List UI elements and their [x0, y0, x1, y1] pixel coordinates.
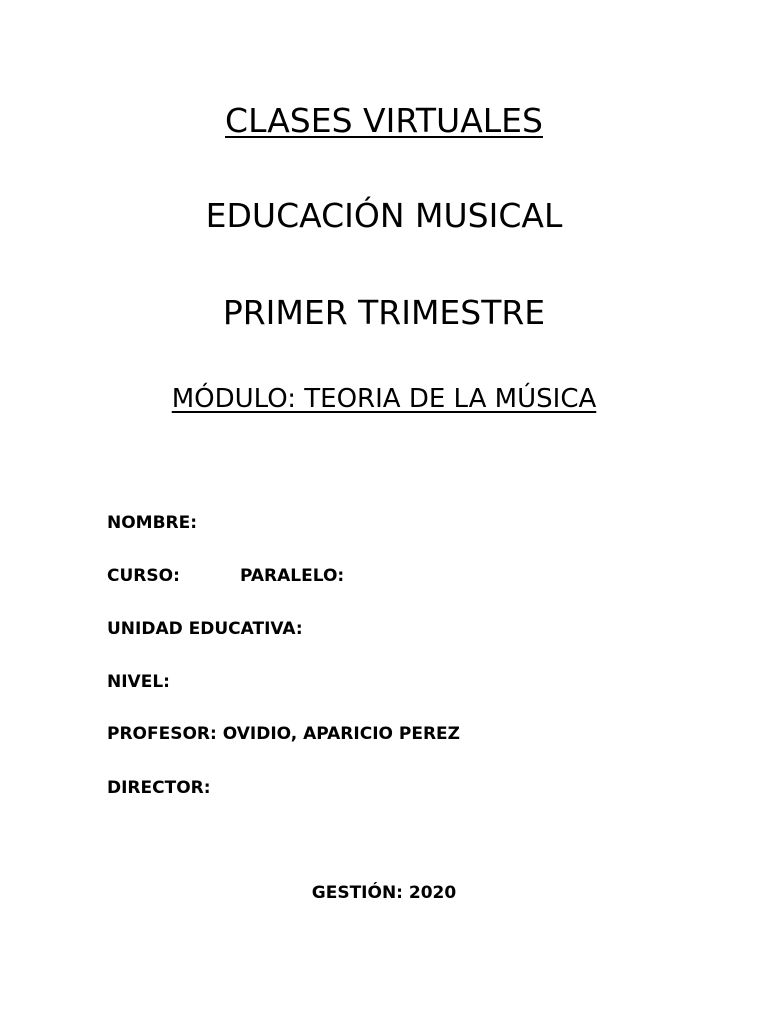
gestion-text: GESTIÓN: 2020	[311, 883, 457, 903]
director-field-label: DIRECTOR:	[107, 778, 211, 798]
document-title: CLASES VIRTUALES	[225, 101, 543, 140]
parallel-field-label: PARALELO:	[240, 566, 345, 586]
module-heading: MÓDULO: TEORIA DE LA MÚSICA	[171, 384, 597, 414]
gestion-footer	[0, 883, 768, 903]
course-field-label: CURSO:	[107, 566, 180, 586]
teacher-field: PROFESOR: OVIDIO, APARICIO PEREZ	[107, 724, 460, 744]
level-field-label: NIVEL:	[107, 672, 170, 692]
term-heading: PRIMER TRIMESTRE	[222, 293, 546, 332]
school-field-label: UNIDAD EDUCATIVA:	[107, 619, 303, 639]
name-field-label: NOMBRE:	[107, 513, 198, 533]
subject-heading: EDUCACIÓN MUSICAL	[205, 196, 563, 235]
